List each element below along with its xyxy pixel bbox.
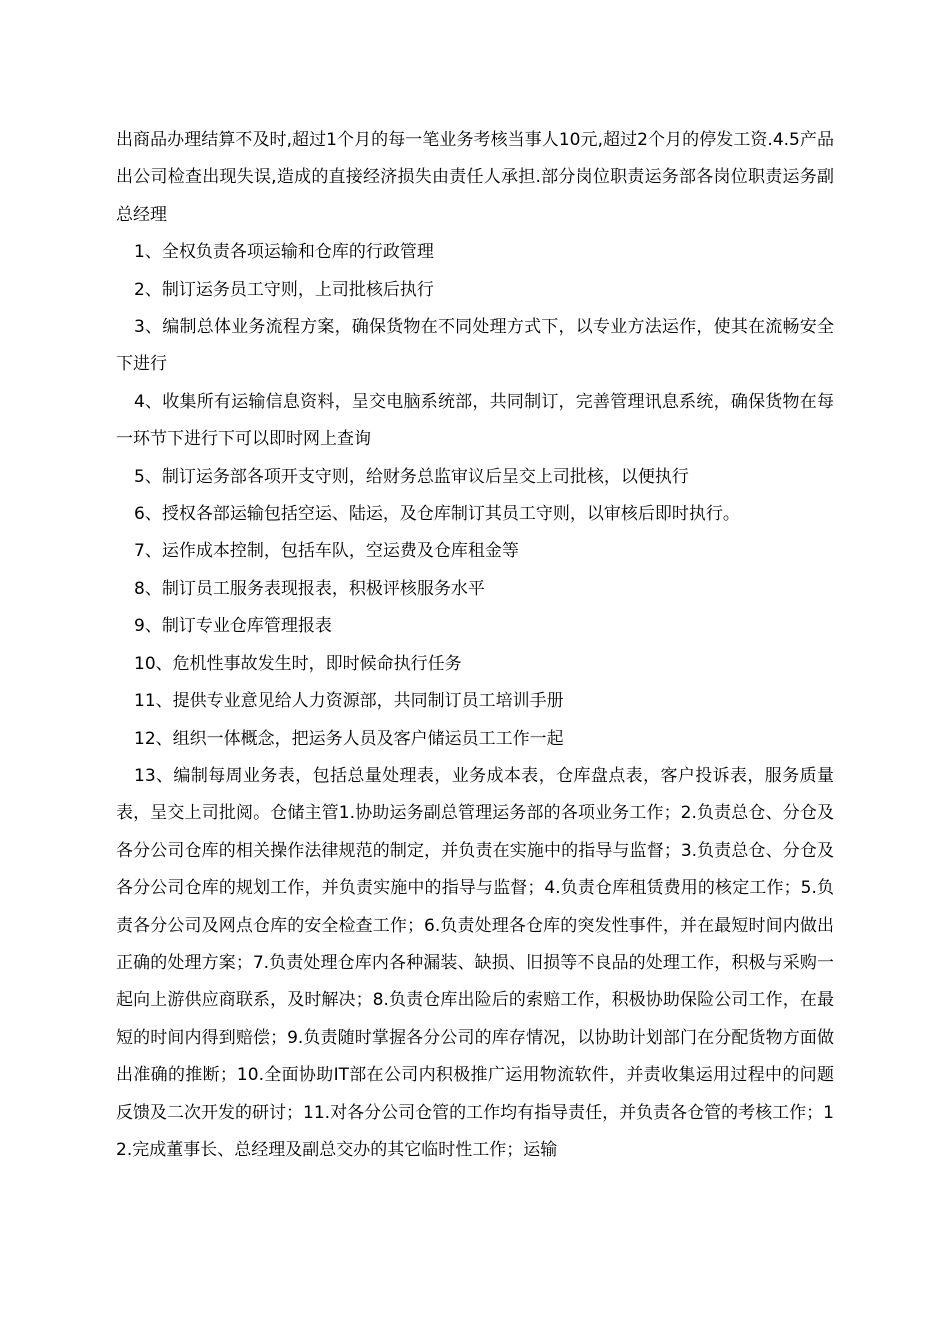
paragraph-item-1: 1、全权负责各项运输和仓库的行政管理 — [134, 242, 434, 263]
paragraph-item-4: 4、收集所有运输信息资料，呈交电脑系统部，共同制订，完善管理讯息系统，确保货物在每一环节下进行下可以即时网上查询 — [116, 391, 834, 450]
paragraph-item-11: 11、提供专业意见给人力资源部，共同制订员工培训手册 — [134, 691, 564, 712]
paragraph-item-5: 5、制订运务部各项开支守则，给财务总监审议后呈交上司批核，以便执行 — [134, 466, 689, 487]
paragraph-item-9: 9、制订专业仓库管理报表 — [134, 616, 332, 637]
paragraph-item-12: 12、组织一体概念，把运务人员及客户储运员工工作一起 — [134, 728, 564, 749]
paragraph-item-8: 8、制订员工服务表现报表，积极评核服务水平 — [134, 578, 485, 599]
paragraph-intro: 出商品办理结算不及时,超过1个月的每一笔业务考核当事人10元,超过2个月的停发工资.4.5产品出公司检查出现失误,造成的直接经济损失由责任人承担.部分岗位职责运务部各岗位职责运务副总经理 — [116, 130, 834, 225]
paragraph-item-10: 10、危机性事故发生时，即时候命执行任务 — [134, 653, 462, 674]
document-body — [116, 122, 834, 1169]
paragraph-item-6: 6、授权各部运输包括空运、陆运，及仓库制订其员工守则，以审核后即时执行。 — [134, 504, 740, 525]
paragraph-item-3: 3、编制总体业务流程方案，确保货物在不同处理方式下，以专业方法运作，使其在流畅安全下进行 — [116, 317, 834, 375]
paragraph-item-7: 7、运作成本控制，包括车队，空运费及仓库租金等 — [134, 541, 519, 562]
paragraph-item-13: 13、编制每周业务表，包括总量处理表，业务成本表，仓库盘点表，客户投诉表，服务质量表，呈交上司批阅。仓储主管1.协助运务副总管理运务部的各项业务工作；2.负责总仓、分仓及各分公司仓库的相关操作法律规范的制定，并负责在实施中的指导与监督；3.负责总仓、分仓及各分公司仓库的规划工作，并负责实施中的指导与监督；4.负责仓库租赁费用的核定工作；5.负责各分公司及网点仓库的安全检查工作；6.负责处理各仓库的突发性事件，并在最短时间内做出正确的处理方案；7.负责处理仓库内各种漏装、缺损、旧损等不良品的处理工作，积极与采购一起向上游供应商联系，及时解决；8.负责仓库出险后的索赔工作，积极协助保险公司工作，在最短的时间内得到赔偿；9.负责随时掌握各分公司的库存情况，以协助计划部门在分配货物方面做出准确的推断；10.全面协助IT部在公司内积极推广运用物流软件，并责收集运用过程中的问题反馈及二次开发的研讨；11.对各分公司仓管的工作均有指导责任，并负责各仓管的考核工作；12.完成董事长、总经理及副总交办的其它临时性工作；运输 — [116, 765, 834, 1160]
paragraph-item-2: 2、制订运务员工守则，上司批核后执行 — [134, 279, 434, 300]
